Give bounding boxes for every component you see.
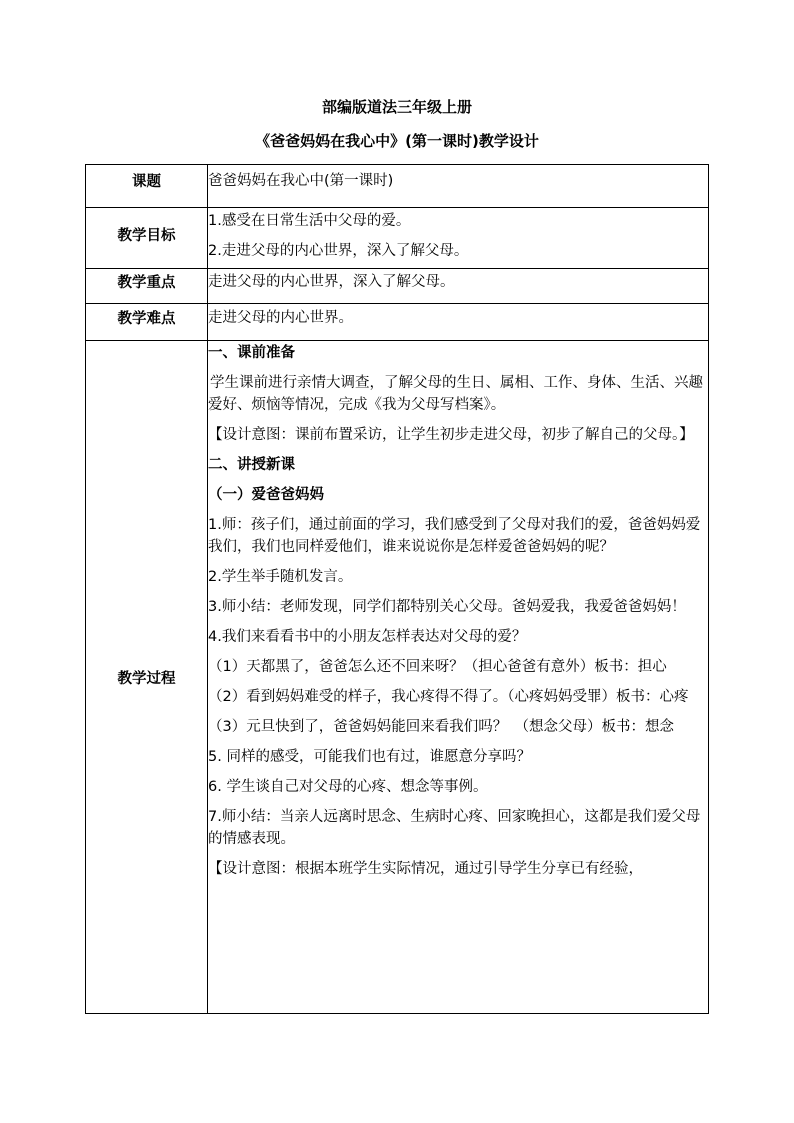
- subsection-title: （一）爱爸爸妈妈: [208, 487, 324, 503]
- topic-label-cell: [86, 165, 208, 208]
- example-item: （2）看到妈妈难受的样子，我心疼得不得了。（心疼妈妈受罪）板书：心疼: [208, 689, 689, 705]
- goals-value-cell: [208, 208, 709, 269]
- focus-label: 教学重点: [117, 275, 176, 291]
- paragraph: 5. 同样的感受，可能我们也有过，谁愿意分享吗？: [208, 749, 531, 765]
- paragraph: 4.我们来看看书中的小朋友怎样表达对父母的爱？: [208, 629, 527, 645]
- focus-row: [86, 269, 709, 304]
- process-label: 教学过程: [117, 670, 176, 687]
- paragraph: 1.师：孩子们，通过前面的学习，我们感受到了父母对我们的爱，爸爸妈妈爱我们，我们也同样爱他们，谁来说说你是怎样爱爸爸妈妈的呢？: [208, 517, 701, 555]
- difficulty-label: 教学难点: [117, 311, 176, 327]
- design-intent: 【设计意图：课前布置采访，让学生初步走进父母，初步了解自己的父母。】: [208, 427, 694, 443]
- difficulty-label-cell: [86, 304, 208, 341]
- difficulty-value: 走进父母的内心世界。: [208, 310, 353, 326]
- paragraph: 学生课前进行亲情大调查，了解父母的生日、属相、工作、身体、生活、兴趣爱好、烦恼等情况，完成《我为父母写档案》。: [208, 375, 703, 413]
- paragraph: 6. 学生谈自己对父母的心疼、想念等事例。: [208, 779, 488, 795]
- design-intent: 【设计意图：根据本班学生实际情况，通过引导学生分享已有经验，: [208, 861, 643, 877]
- focus-label-cell: [86, 269, 208, 304]
- goals-row: [86, 208, 709, 269]
- goal-item: 1.感受在日常生活中父母的爱。: [208, 213, 411, 229]
- document-subtitle: 《爸爸妈妈在我心中》(第一课时)教学设计: [255, 132, 539, 150]
- topic-row: [86, 165, 709, 208]
- process-content-cell: [208, 341, 709, 1014]
- topic-value: 爸爸妈妈在我心中(第一课时): [208, 173, 394, 189]
- section-title: 二、讲授新课: [208, 457, 295, 473]
- example-item: （1）天都黑了，爸爸怎么还不回来呀？（担心爸爸有意外）板书：担心: [208, 659, 667, 675]
- goals-label: 教学目标: [117, 228, 176, 244]
- process-row: [86, 341, 709, 1014]
- difficulty-value-cell: [208, 304, 709, 341]
- paragraph: 7.师小结：当亲人远离时思念、生病时心疼、回家晚担心，这都是我们爱父母的情感表现。: [208, 809, 701, 847]
- section-title: 一、课前准备: [208, 345, 295, 361]
- process-label-cell: [86, 341, 208, 1014]
- topic-label: 课题: [132, 174, 161, 190]
- example-item: （3）元旦快到了，爸爸妈妈能回来看我们吗？ （想念父母）板书：想念: [208, 719, 674, 735]
- focus-value: 走进父母的内心世界，深入了解父母。: [208, 274, 455, 290]
- process-content: [208, 341, 708, 1009]
- paragraph: 2.学生举手随机发言。: [208, 569, 353, 585]
- difficulty-row: [86, 304, 709, 341]
- goals-label-cell: [86, 208, 208, 269]
- document-title: 部编版道法三年级上册: [321, 98, 472, 116]
- paragraph: 3.师小结：老师发现，同学们都特别关心父母。爸妈爱我，我爱爸爸妈妈！: [208, 599, 686, 615]
- topic-value-cell: [208, 165, 709, 208]
- goal-item: 2.走进父母的内心世界，深入了解父母。: [208, 243, 469, 259]
- focus-value-cell: [208, 269, 709, 304]
- lesson-plan-table: [85, 164, 709, 1014]
